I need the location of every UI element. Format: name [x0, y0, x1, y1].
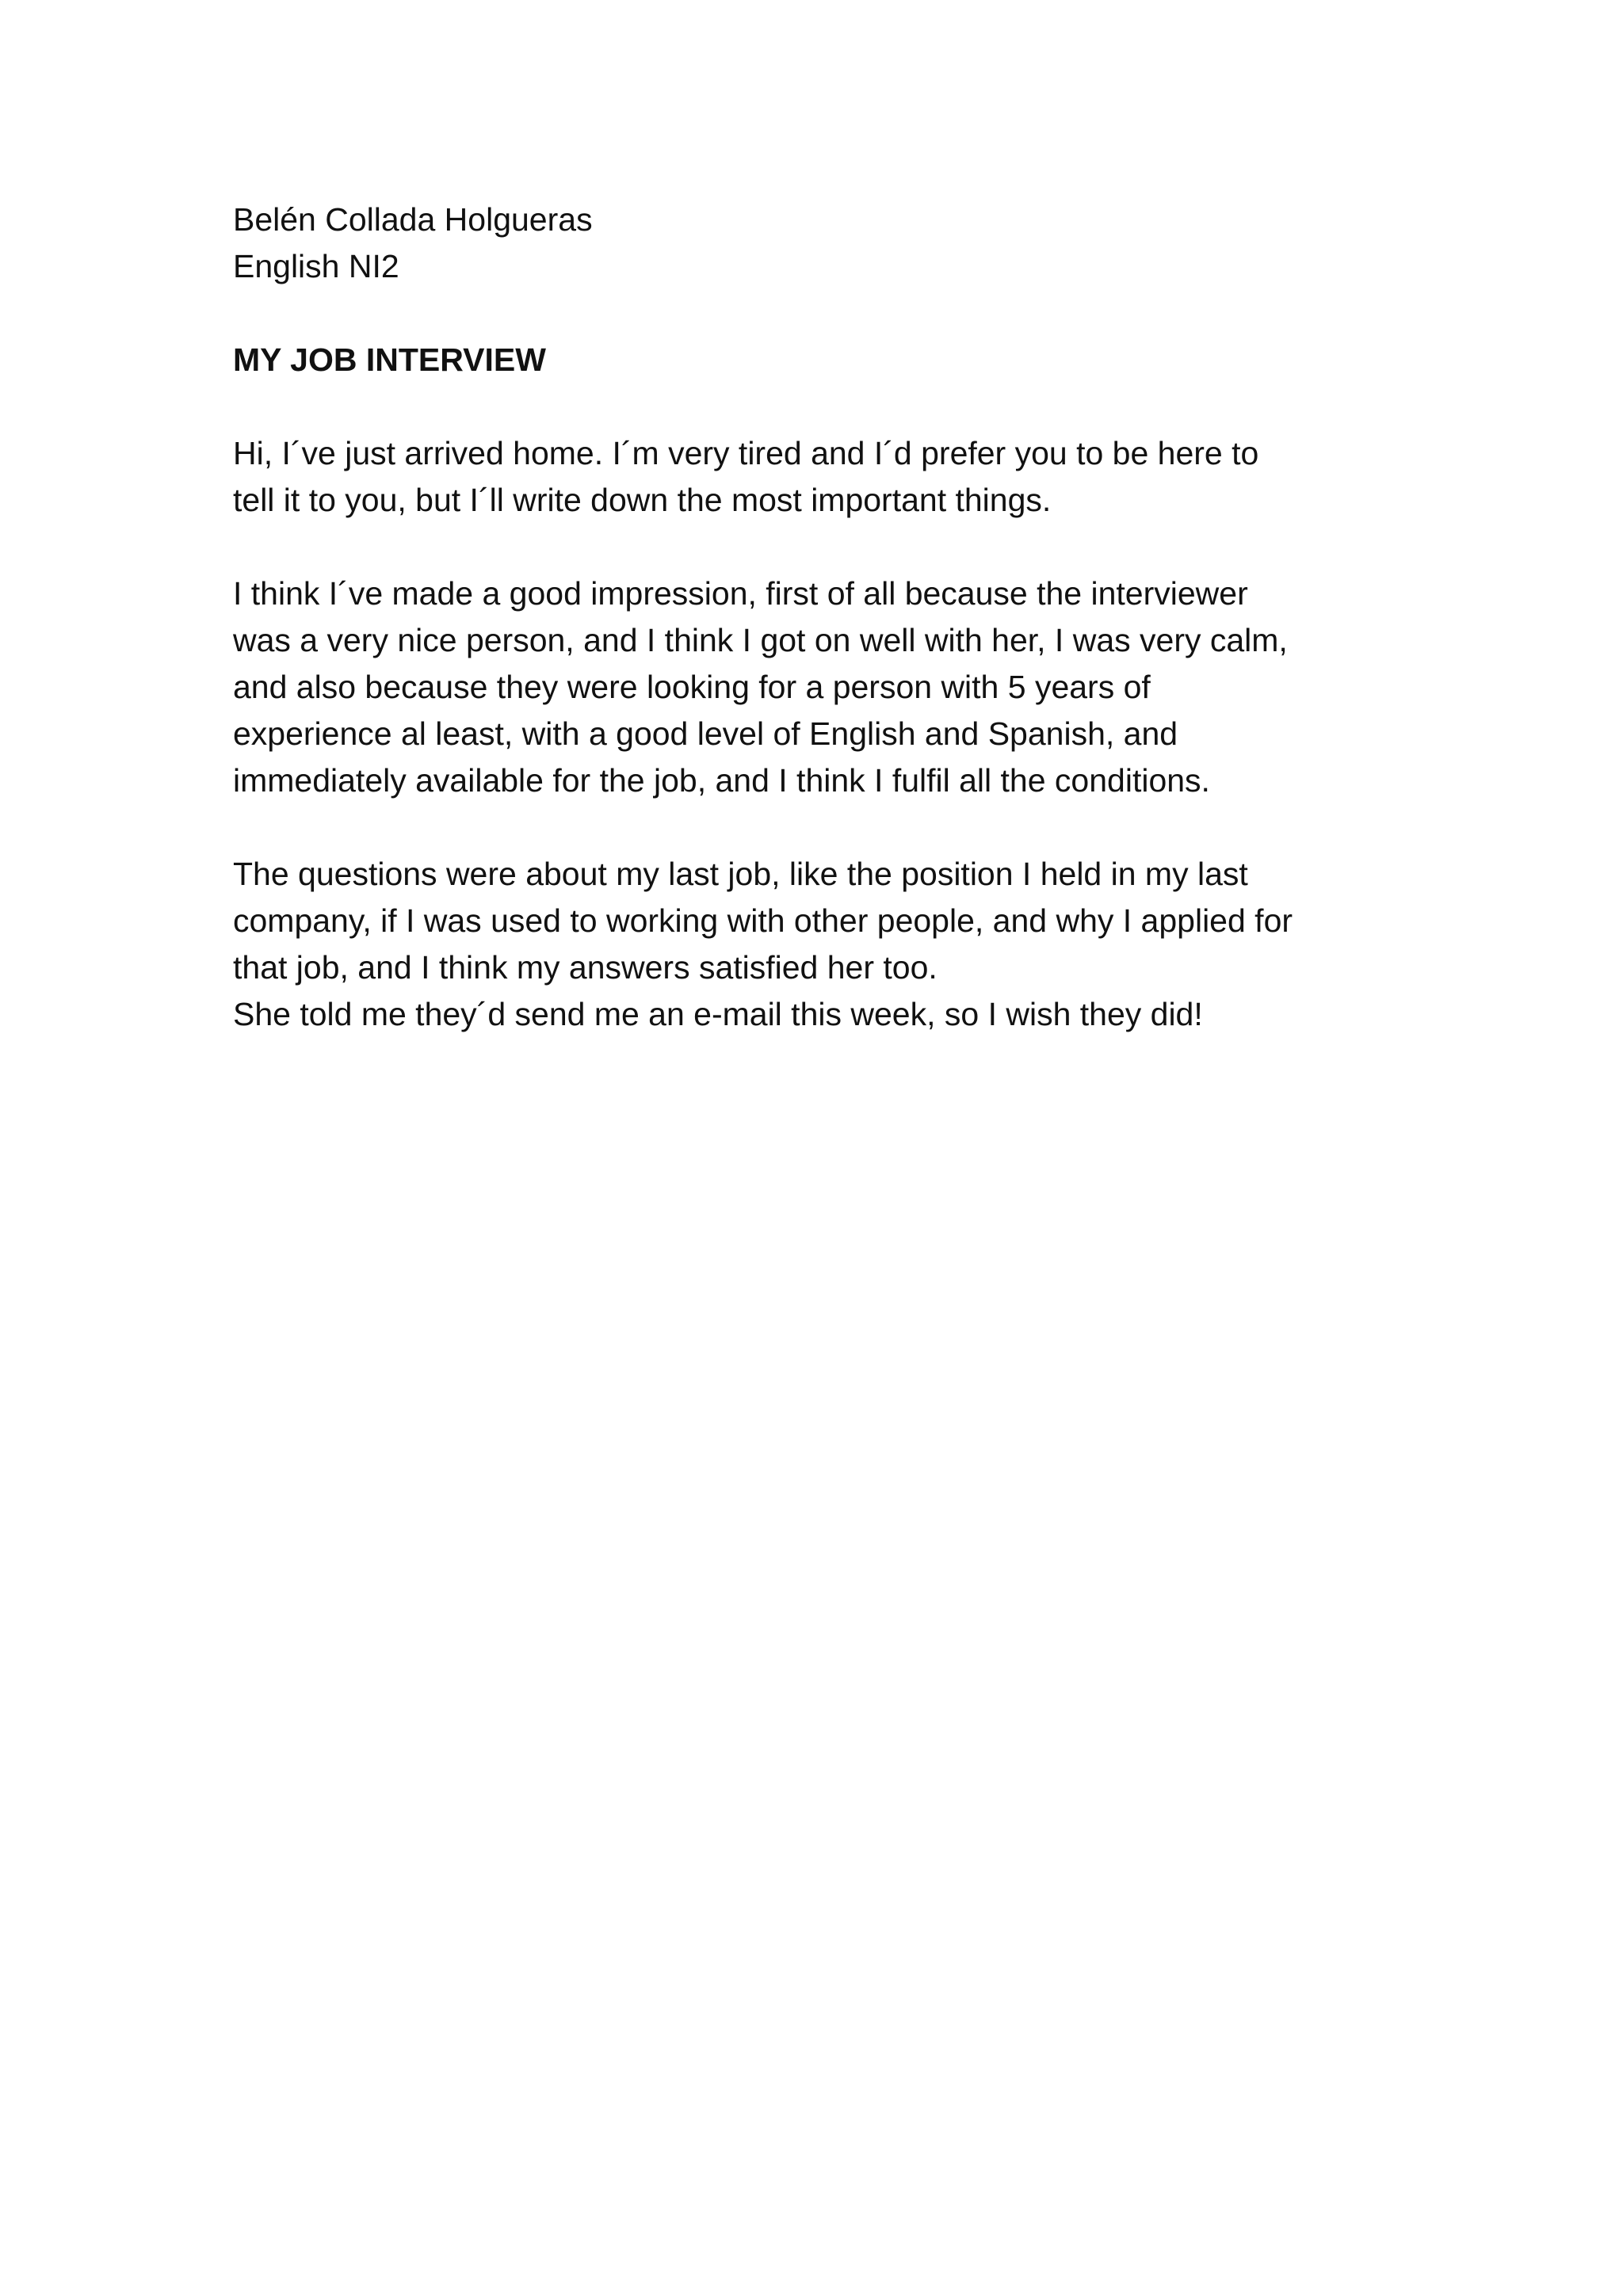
paragraph-line: immediately available for the job, and I think I fulfil all the conditions.	[233, 762, 1210, 799]
paragraph-line: that job, and I think my answers satisfied her too.	[233, 949, 938, 986]
paragraph-line: and also because they were looking for a person with 5 years of	[233, 669, 1151, 705]
spacer	[233, 290, 1406, 337]
paragraph-line: was a very nice person, and I think I got on well with her, I was very calm,	[233, 622, 1288, 658]
paragraph-line: experience al least, with a good level of English and Spanish, and	[233, 715, 1178, 752]
paragraph-line: Hi, I´ve just arrived home. I´m very tired and I´d prefer you to be here to	[233, 435, 1259, 471]
document-body	[233, 196, 1406, 1038]
paragraph-3	[233, 851, 1406, 1038]
author-name: Belén Collada Holgueras	[233, 201, 593, 238]
paragraph-line: company, if I was used to working with other people, and why I applied for	[233, 902, 1293, 939]
author-block	[233, 196, 1406, 290]
paragraph-1	[233, 430, 1406, 524]
paragraph-2	[233, 570, 1406, 804]
paragraph-line: I think I´ve made a good impression, first of all because the interviewer	[233, 575, 1248, 612]
paragraph-line: She told me they´d send me an e-mail this week, so I wish they did!	[233, 996, 1203, 1032]
spacer	[233, 383, 1406, 430]
document-title: MY JOB INTERVIEW	[233, 341, 546, 378]
paragraph-line: The questions were about my last job, like the position I held in my last	[233, 856, 1248, 892]
course-name: English NI2	[233, 248, 399, 284]
spacer	[233, 524, 1406, 570]
spacer	[233, 804, 1406, 851]
paragraph-line: tell it to you, but I´ll write down the most important things.	[233, 482, 1052, 518]
